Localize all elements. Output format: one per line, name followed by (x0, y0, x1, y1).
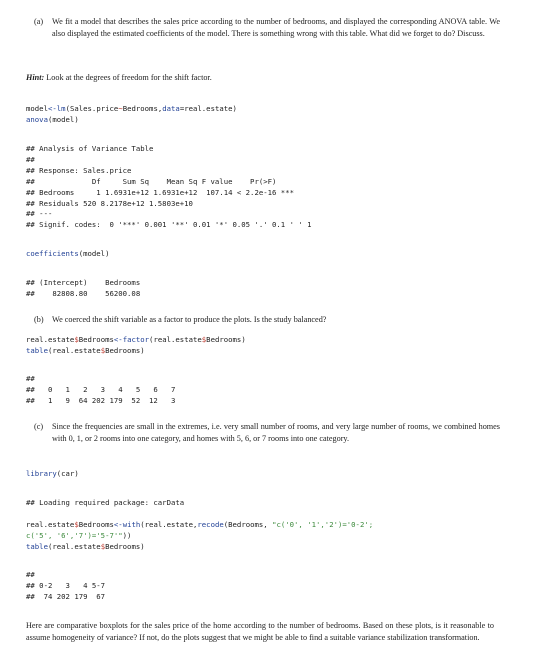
part-c-text: Since the frequencies are small in the extremes, i.e. very small number of rooms, and very large number of rooms, we combined homes with 0, 1, or 2 rooms into one category, and homes with 5, 6, or 7 rooms into one category. (52, 422, 500, 443)
table-output-bedrooms (26, 374, 531, 407)
code-function: coefficients (26, 249, 79, 258)
code-token: Bedrooms (78, 335, 114, 344)
code-token: Bedrooms, (122, 104, 163, 113)
code-token: model (26, 104, 48, 113)
code-token: (real.estate (47, 345, 101, 355)
code-token: (real.estate, (140, 520, 198, 529)
code-token: Bedrooms (78, 520, 114, 529)
output-line: ## --- (26, 209, 53, 219)
code-token: (model) (47, 114, 79, 124)
code-token: $ (100, 541, 106, 551)
code-string: c('5', '6','7')='5-7'" (26, 530, 123, 540)
anova-output (26, 144, 531, 231)
code-token: =real.estate) (179, 104, 237, 113)
output-line: ## Df Sum Sq Mean Sq F value Pr(>F) (26, 176, 277, 186)
code-token: <- (113, 520, 123, 529)
code-token: )) (122, 530, 132, 540)
code-token: (model) (78, 249, 110, 258)
code-function: lm (56, 104, 66, 113)
output-line: ## Response: Sales.price (26, 165, 132, 175)
part-c-label: (c) (34, 422, 44, 431)
code-token: (real.estate (149, 335, 202, 344)
code-token: Bedrooms) (105, 345, 145, 355)
code-token: <- (113, 335, 123, 344)
part-b-label: (b) (34, 315, 44, 324)
part-a-paragraph (34, 16, 500, 39)
output-line: ## 0-2 3 4 5-7 (26, 580, 106, 590)
output-line: ## (26, 154, 35, 164)
code-token: real.estate (26, 335, 75, 344)
output-line: ## (26, 570, 35, 579)
part-a-text: We fit a model that describes the sales price according to the number of bedrooms, and displayed the corresponding ANOVA table. We also displayed the estimated coefficients of the model. There is something wrong with this table. What did we forget to do? Discuss. (52, 17, 500, 38)
output-line: ## 0 1 2 3 4 5 6 7 (26, 384, 176, 394)
code-function: table (26, 345, 48, 355)
part-b-text: We coerced the shift variable as a factor to produce the plots. Is the study balanced? (52, 315, 327, 324)
code-token: real.estate (26, 520, 75, 529)
code-token: (real.estate (47, 541, 101, 551)
output-line: ## Residuals 520 8.2178e+12 1.5803e+10 (26, 198, 193, 208)
table-output-recoded (26, 570, 531, 603)
code-function: recode (197, 520, 224, 529)
code-token: (Bedrooms, (223, 520, 273, 529)
output-line: ## 1 9 64 202 179 52 12 3 (26, 395, 176, 405)
code-block-library (26, 469, 531, 480)
code-token: data (162, 104, 180, 113)
code-token: $ (74, 335, 79, 344)
code-token: ~ (118, 104, 123, 113)
loading-output (26, 498, 531, 509)
output-line: ## Bedrooms 1 1.6931e+12 1.6931e+12 107.14 < 2.2e-16 *** (26, 187, 294, 197)
code-token: $ (100, 345, 106, 355)
output-line: ## 82808.80 56200.08 (26, 288, 141, 298)
output-line: ## (Intercept) Bedrooms (26, 278, 141, 287)
code-block-factor (26, 335, 531, 357)
hint-text: Look at the degrees of freedom for the shift factor. (44, 73, 212, 82)
code-function: with (122, 520, 141, 529)
code-string: "c('0', '1','2')='0-2'; (272, 520, 374, 529)
output-line: ## Signif. codes: 0 '***' 0.001 '**' 0.01 '*' 0.05 '.' 0.1 ' ' 1 (26, 220, 312, 230)
coefficients-output (26, 278, 531, 300)
output-line: ## 74 202 179 67 (26, 591, 106, 601)
closing-text: Here are comparative boxplots for the sales price of the home according to the number of bedrooms. Based on these plots, is it reasonable to assume homogeneity of variance? If not, do the plots suggest that we might be able to find a suitable variance stabilization transformation. (26, 621, 494, 642)
code-token: (Sales.price (65, 104, 119, 113)
code-function: table (26, 541, 48, 551)
code-block-recode (26, 520, 531, 553)
output-line: ## (26, 374, 35, 383)
code-token: $ (201, 335, 207, 344)
code-function: anova (26, 114, 48, 124)
code-token: <- (47, 104, 57, 113)
code-block-model (26, 104, 531, 126)
part-b-paragraph (34, 314, 500, 326)
output-line: ## Analysis of Variance Table (26, 144, 154, 153)
closing-paragraph (26, 620, 494, 643)
code-token: Bedrooms) (105, 541, 145, 551)
code-token: $ (74, 520, 79, 529)
hint-line (26, 73, 212, 82)
hint-label: Hint: (26, 73, 45, 82)
part-c-paragraph (34, 421, 500, 444)
output-line: ## Loading required package: carData (26, 498, 185, 507)
code-block-coefficients (26, 249, 531, 260)
code-token: Bedrooms) (206, 335, 246, 344)
code-function: factor (122, 335, 150, 344)
part-a-label: (a) (34, 17, 44, 26)
code-token: (car) (56, 469, 79, 478)
code-function: library (26, 469, 57, 478)
